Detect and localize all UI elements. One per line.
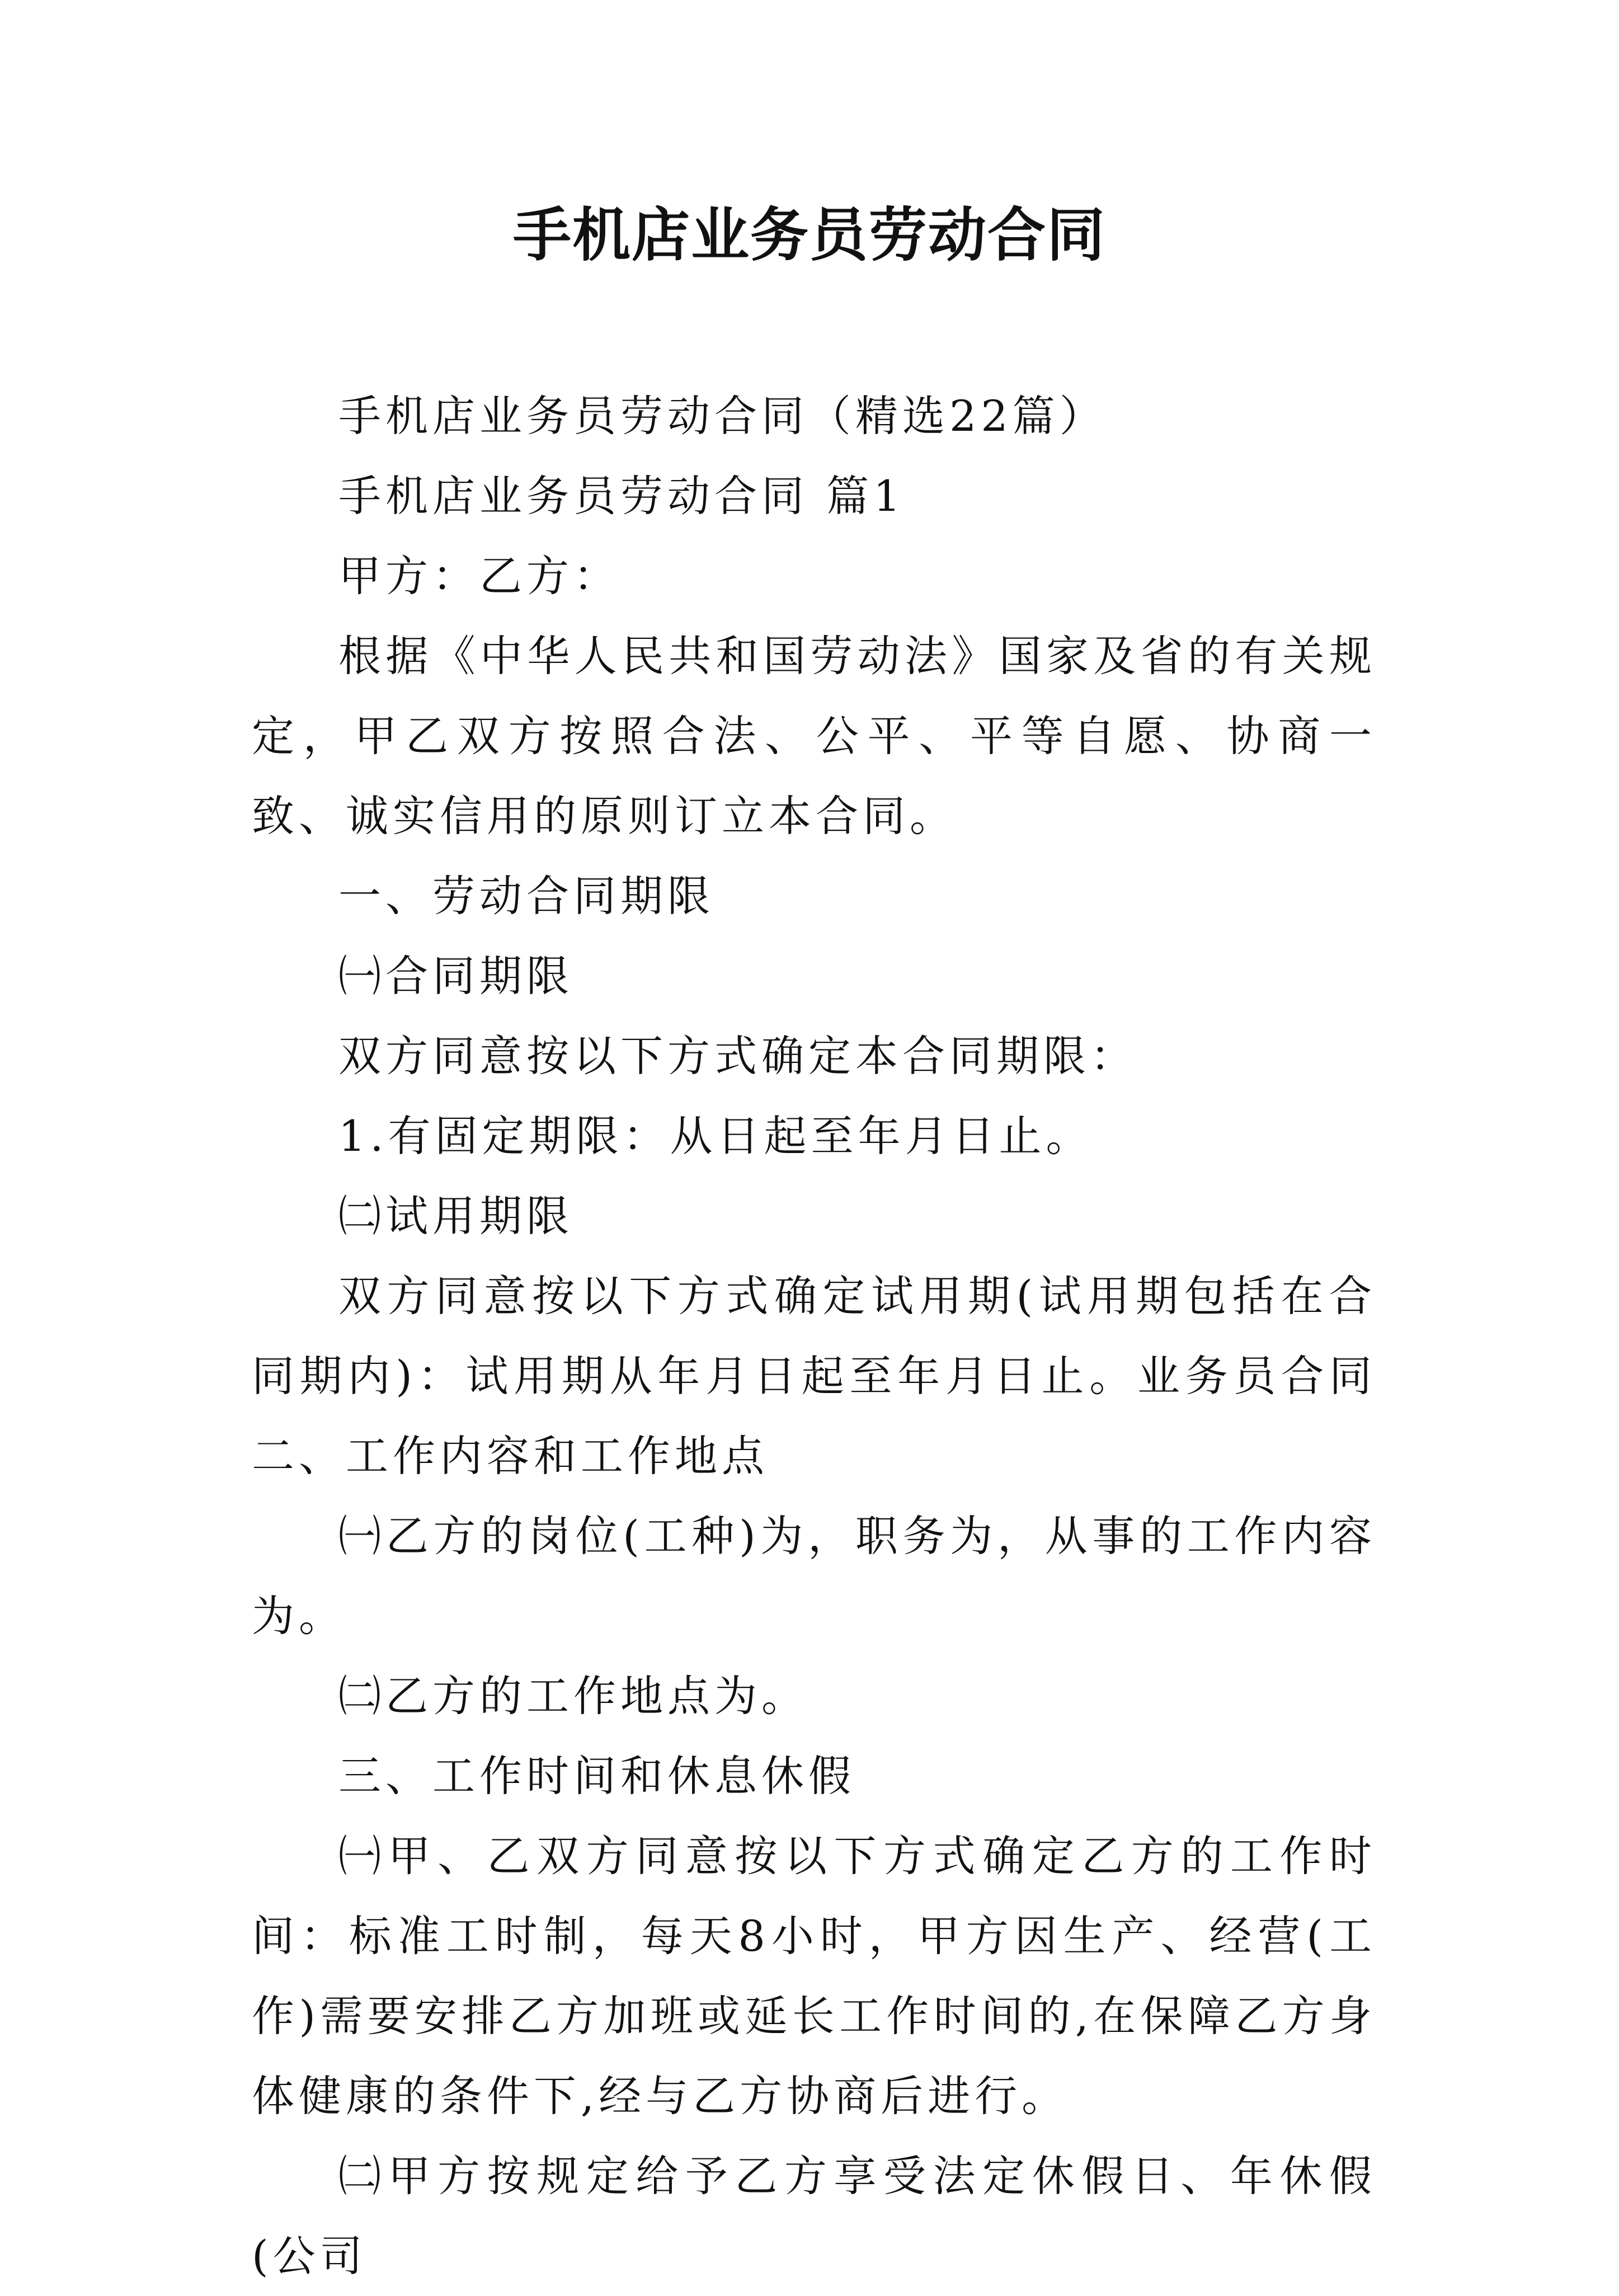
paragraph-clause-1-2-text: 双方同意按以下方式确定试用期(试用期包括在合同期内)：试用期从年月日起至年月日止。业务员合同二、工作内容和工作地点 bbox=[252, 1271, 1376, 1481]
paragraph-clause-1-2: ㈡试用期限 bbox=[338, 1191, 573, 1241]
document-title: 手机店业务员劳动合同 bbox=[512, 200, 1106, 269]
paragraph-clause-3-1: ㈠甲、乙双方同意按以下方式确定乙方的工作时间：标准工时制，每天8小时，甲方因生产、经营(工作)需要安排乙方加班或延长工作时间的,在保障乙方身体健康的条件下,经与乙方协商后进行。 bbox=[252, 1831, 1376, 2121]
paragraph-clause-2-2: ㈡乙方的工作地点为。 bbox=[338, 1671, 808, 1721]
paragraph-section-heading: 手机店业务员劳动合同 篇1 bbox=[338, 471, 905, 521]
paragraph-clause-1-1-item: 1.有固定期限：从日起至年月日止。 bbox=[338, 1111, 1093, 1161]
paragraph-clause-1-heading: 一、劳动合同期限 bbox=[338, 871, 714, 921]
paragraph-preamble: 根据《中华人民共和国劳动法》国家及省的有关规定，甲乙双方按照合法、公平、平等自愿、协商一致、诚实信用的原则订立本合同。 bbox=[252, 631, 1376, 841]
paragraph-clause-3-2: ㈡甲方按规定给予乙方享受法定休假日、年休假(公司 bbox=[252, 2151, 1376, 2281]
paragraph-clause-1-1-text: 双方同意按以下方式确定本合同期限： bbox=[338, 1031, 1137, 1081]
paragraph-clause-3-heading: 三、工作时间和休息休假 bbox=[338, 1751, 855, 1801]
paragraph-clause-2-1: ㈠乙方的岗位(工种)为，职务为，从事的工作内容为。 bbox=[252, 1511, 1376, 1641]
paragraph-clause-1-1: ㈠合同期限 bbox=[338, 951, 573, 1001]
paragraph-parties: 甲方：乙方： bbox=[338, 551, 620, 601]
document-body bbox=[252, 376, 1376, 2296]
paragraph-subtitle: 手机店业务员劳动合同（精选22篇） bbox=[338, 391, 1107, 441]
